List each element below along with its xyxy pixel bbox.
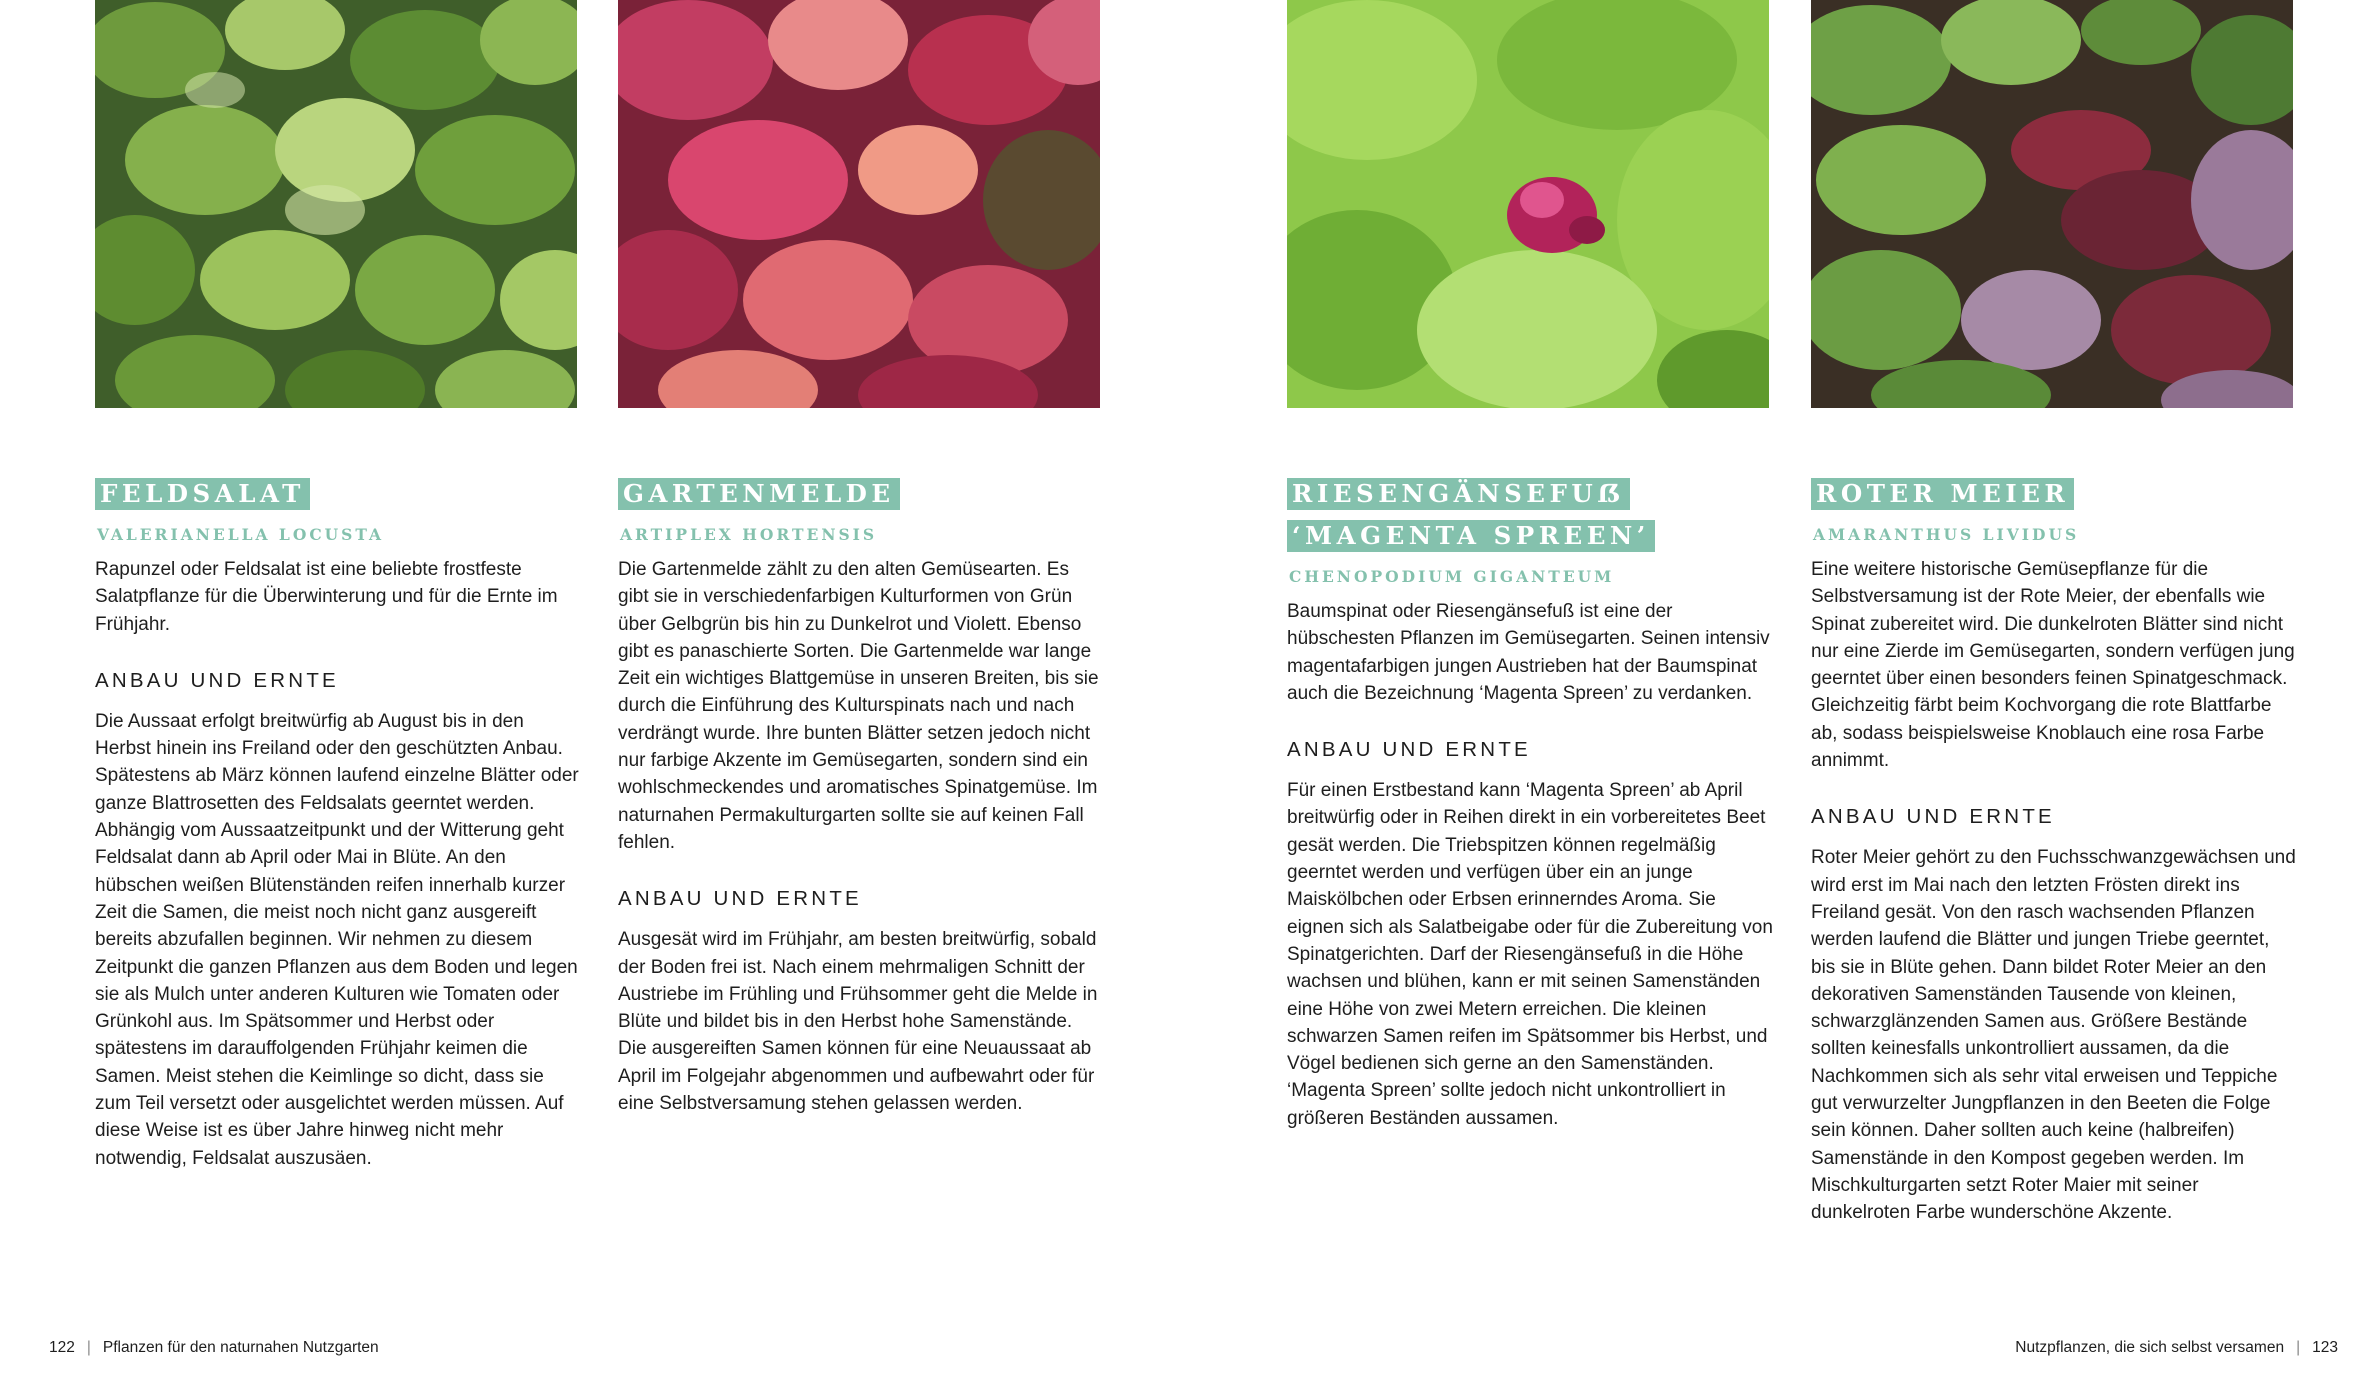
latin-name: ARTIPLEX HORTENSIS — [620, 525, 878, 544]
footer-right — [2015, 1338, 2338, 1358]
section-text: Die Aussaat erfolgt breitwürfig ab August bis in den Herbst hinein ins Freiland oder den geschützten Anbau. Spätestens ab März können laufend einzelne Blätter oder ganze Blattrosetten des Feldsalats geerntet werden. Abhängig vom Aussaatzeitpunkt und der Witterung geht Feldsalat dann ab April oder Mai in Blüte. An den hübschen weißen Blütenständen reifen innerhalb kurzer Zeit die Samen, die meist noch nicht ganz ausgereift bereits abzufallen beginnen. Wir nehmen zu diesem Zeitpunkt die ganzen Pflanzen aus dem Boden und legen sie als Mulch unter anderen Kulturen wie Tomaten oder Grünkohl aus. Im Spätsommer und Herbst oder spätestens im darauffolgenden Frühjahr keimen die Samen. Meist stehen die Keimlinge so dicht, dass sie zum Teil versetzt oder ausgelichtet werden müssen. Auf diese Weise ist es über Jahre hinweg nicht mehr notwendig, Feldsalat auszusäen. — [95, 710, 579, 1169]
intro-text: Eine weitere historische Gemüsepflanze für die Selbstversamung ist der Rote Meier, der ebenfalls wie Spinat zubereitet wird. Die dunkelroten Blätter sind nicht nur eine Zierde im Gemüsegarten, sondern verfügen jung geerntet über einen besonders feinen Spinatgeschmack. Gleichzeitig färbt beim Kochvorgang die rote Blattfarbe ab, sodass beispielsweise Knoblauch eine rosa Farbe annimmt. — [1811, 559, 2295, 772]
section-text: Für einen Erstbestand kann ‘Magenta Spreen’ ab April breitwürfig oder in Reihen direkt in ein vorbereitetes Beet gesät werden. Die Triebspitzen können regelmäßig geerntet werden und verfügen über ein an junge Maiskölbchen oder Erbsen erinnerndes Aroma. Sie eignen sich als Salatbeigabe oder für die Zubereitung von Spinatgerichten. Darf der Riesengänsefuß in die Höhe wachsen und blühen, kann er mit seinen Samenständen eine Höhe von zwei Metern erreichen. Die kleinen schwarzen Samen reifen im Spätsommer bis Herbst, und Vögel bedienen sich gerne an den Samenständen. ‘Magenta Spreen’ sollte jedoch nicht unkontrolliert in größeren Beständen aussamen. — [1287, 780, 1773, 1129]
column-riesengaensefuss — [1287, 478, 1773, 1132]
latin-name: VALERIANELLA LOCUSTA — [97, 525, 385, 544]
latin-name: CHENOPODIUM GIGANTEUM — [1289, 567, 1615, 586]
plant-title: RIESENGÄNSEFUẞ — [1287, 478, 1773, 520]
section-heading: ANBAU UND ERNTE — [618, 887, 862, 911]
latin-name: AMARANTHUS LIVIDUS — [1813, 525, 2080, 544]
plant-title: FELDSALAT — [95, 478, 581, 520]
running-title-right: Nutzpflanzen, die sich selbst versamen — [2015, 1339, 2285, 1356]
photo-feldsalat — [95, 0, 577, 408]
plant-title-line-2: ‘MAGENTA SPREEN’ — [1287, 520, 1773, 562]
photo-gartenmelde — [618, 0, 1100, 408]
intro-text: Die Gartenmelde zählt zu den alten Gemüsearten. Es gibt sie in verschiedenfarbigen Kulturformen von Grün über Gelbgrün bis hin zu Dunkelrot und Violett. Ebenso gibt es panaschierte Sorten. Die Gartenmelde war lange Zeit ein wichtiges Blattgemüse in unseren Breiten, bis sie durch die Einführung des Kulturspinats nach und nach verdrängt wurde. Ihre bunten Blätter setzen jedoch nicht nur farbige Akzente im Gemüsegarten, sondern sind ein wohlschmeckendes und aromatisches Spinatgemüse. Im naturnahen Permakulturgarten sollte sie auf keinen Fall fehlen. — [618, 559, 1099, 853]
section-heading: ANBAU UND ERNTE — [95, 668, 339, 692]
column-gartenmelde — [618, 478, 1104, 1117]
section-text: Ausgesät wird im Frühjahr, am besten breitwürfig, sobald der Boden frei ist. Nach einem mehrmaligen Schnitt der Austriebe im Frühling und Frühsommer geht die Melde in Blüte und bildet bis in den Herbst hohe Samenstände. Die ausgereiften Samen können für eine Neuaussaat ab April im Folgejahr abgenommen und aufbewahrt oder für eine Selbstversamung stehen gelassen werden. — [618, 929, 1098, 1115]
column-feldsalat — [95, 478, 581, 1172]
plant-title: ROTER MEIER — [1811, 478, 2297, 520]
footer-separator: | — [2296, 1339, 2301, 1356]
page-number-right: 123 — [2312, 1339, 2338, 1356]
photo-riesengaensefuss — [1287, 0, 1769, 408]
running-title-left: Pflanzen für den naturnahen Nutzgarten — [102, 1339, 379, 1356]
plant-title: GARTENMELDE — [618, 478, 1104, 520]
photo-roter-meier — [1811, 0, 2293, 408]
section-heading: ANBAU UND ERNTE — [1287, 738, 1531, 762]
section-text: Roter Meier gehört zu den Fuchsschwanzgewächsen und wird erst im Mai nach den letzten Frösten direkt ins Freiland gesät. Von den rasch wachsenden Pflanzen werden laufend die Blätter und jungen Triebe geerntet, bis sie in Blüte gehen. Dann bildet Roter Meier an den dekorativen Samenständen Tausende von kleinen, schwarzglänzenden Samen aus. Größere Bestände sollten keinesfalls unkontrolliert aussamen, da die Nachkommen sich als sehr vital erweisen und Teppiche gut verwurzelter Jungpflanzen in den Beeten die Folge sein können. Daher sollten auch keine (halbreifen) Samenstände in den Kompost gegeben werden. Im Mischkulturgarten setzt Roter Maier mit seiner dunkelroten Farbe wunderschöne Akzente. — [1811, 847, 2296, 1224]
intro-text: Baumspinat oder Riesengänsefuß ist eine der hübschesten Pflanzen im Gemüsegarten. Seinen intensiv magentafarbigen jungen Austrieben hat der Baumspinat auch die Bezeichnung ‘Magenta Spreen’ zu verdanken. — [1287, 601, 1770, 704]
intro-text: Rapunzel oder Feldsalat ist eine beliebte frostfeste Salatpflanze für die Überwinterung und für die Ernte im Frühjahr. — [95, 559, 558, 635]
column-roter-meier — [1811, 478, 2297, 1227]
page-number-left: 122 — [49, 1339, 75, 1356]
section-heading: ANBAU UND ERNTE — [1811, 805, 2055, 829]
footer-separator: | — [86, 1339, 91, 1356]
footer-left — [49, 1338, 379, 1358]
